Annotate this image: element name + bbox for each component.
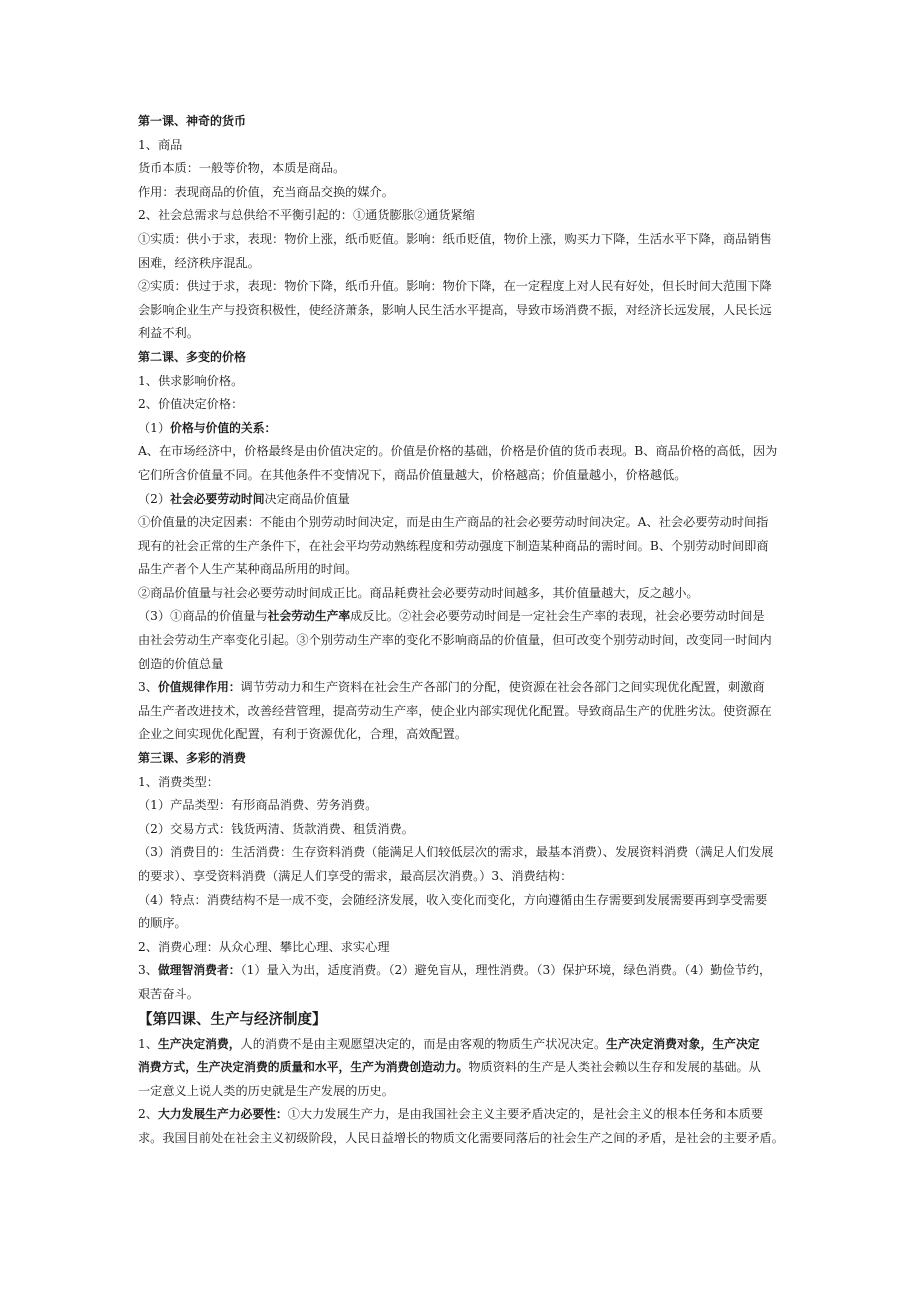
paragraph-line — [138, 1103, 786, 1127]
document-page — [138, 110, 786, 1151]
line-text: （1） — [138, 420, 171, 435]
paragraph-line — [138, 417, 786, 441]
paragraph-line: （2）交易方式：钱货两清、货款消费、租赁消费。 — [138, 821, 414, 836]
paragraph-line: 品生产者改进技术，改善经营管理，提高劳动生产率，使企业内部实现优化配置。导致商品生产的优胜劣汰。使资源在 — [138, 703, 772, 718]
paragraph-line: 1、供求影响价格。 — [138, 373, 244, 388]
section-heading: 第二课、多变的价格 — [138, 349, 247, 364]
bold-term: 做理智消费者： — [157, 963, 241, 978]
paragraph-line: 1、消费类型： — [138, 774, 219, 789]
paragraph-line: 创造的价值总量 — [138, 656, 224, 671]
paragraph-line: 1、商品 — [138, 137, 183, 152]
paragraph-line: 它们所含价值量不同。在其他条件不变情况下，商品价值量越大，价格越高；价值量越小，价格越低。 — [138, 467, 687, 482]
paragraph-line: 2、消费心理：从众心理、攀比心理、求实心理 — [138, 939, 390, 954]
paragraph-line: 的顺序。 — [138, 916, 187, 931]
paragraph-line: （3）消费目的：生活消费：生存资料消费（能满足人们较低层次的需求，最基本消费）、发展资料消费（满足人们发展 — [138, 845, 774, 860]
bold-term: 生产决定消费， — [157, 1036, 241, 1051]
paragraph-line: ②商品价值量与社会必要劳动时间成正比。商品耗费社会必要劳动时间越多，其价值量越大，反之越小。 — [138, 585, 699, 600]
line-text: （3）①商品的价值量与 — [138, 609, 268, 624]
paragraph-line: 作用：表现商品的价值，充当商品交换的媒介。 — [138, 184, 394, 199]
paragraph-line — [138, 959, 786, 983]
line-text: 物质资料的生产是人类社会赖以生存和发展的基础。从 — [468, 1060, 761, 1075]
line-text: 调节劳动力和生产资料在社会生产各部门的分配，使资源在社会各部门之间实现优化配置，刺激商 — [240, 680, 765, 695]
paragraph-line — [138, 676, 786, 700]
line-text: 人的消费不是由主观愿望决定的，而是由客观的物质生产状况决定。 — [240, 1036, 607, 1051]
line-text: （1）量入为出，适度消费。（2）避免盲从，理性消费。（3）保护环境，绿色消费。（4）勤俭节约， — [240, 963, 772, 978]
paragraph-line: ①实质：供小于求，表现：物价上涨，纸币贬值。影响：纸币贬值，物价上涨，购买力下降，生活水平下降，商品销售 — [138, 231, 772, 246]
paragraph-line: 2、社会总需求与总供给不平衡引起的：①通货膨胀②通货紧缩 — [138, 208, 475, 223]
paragraph-line: 一定意义上说人类的历史就是生产发展的历史。 — [138, 1083, 394, 1098]
paragraph-line — [138, 605, 786, 629]
line-text: 决定商品价值量 — [264, 491, 350, 506]
line-text: ①大力发展生产力，是由我国社会主义主要矛盾决定的，是社会主义的根本任务和本质要 — [287, 1107, 764, 1122]
paragraph-line — [138, 1056, 786, 1080]
paragraph-line: 现有的社会正常的生产条件下，在社会平均劳动熟练程度和劳动强度下制造某种商品的需时间。B、个别劳动时间即商 — [138, 538, 769, 553]
paragraph-line: 企业之间实现优化配置，有利于资源优化，合理，高效配置。 — [138, 727, 468, 742]
line-text: 1、 — [138, 1036, 158, 1051]
paragraph-line: 品生产者个人生产某种商品所用的时间。 — [138, 562, 358, 577]
paragraph-line: （4）特点：消费结构不是一成不变，会随经济发展，收入变化而变化，方向遵循由生存需要到发展需要再到享受需要 — [138, 892, 768, 907]
paragraph-line: ①价值量的决定因素：不能由个别劳动时间决定，而是由生产商品的社会必要劳动时间决定。A、社会必要劳动时间指 — [138, 515, 769, 530]
bold-term: 社会必要劳动时间 — [170, 491, 265, 506]
section-heading: 第三课、多彩的消费 — [138, 751, 247, 766]
line-text: 成反比。②社会必要劳动时间是一定社会生产率的表现，社会必要劳动时间是 — [350, 609, 765, 624]
paragraph-line: 会影响企业生产与投资积极性，使经济萧条，影响人民生活水平提高，导致市场消费不振，对经济长远发展，人民长远 — [138, 302, 772, 317]
paragraph-line: 艰苦奋斗。 — [138, 986, 199, 1001]
paragraph-line: 困难，经济秩序混乱。 — [138, 255, 260, 270]
bold-term: 价值规律作用： — [157, 680, 241, 695]
line-text: 3、 — [138, 680, 158, 695]
paragraph-line — [138, 1033, 786, 1057]
paragraph-line: ②实质：供过于求，表现：物价下降，纸币升值。影响：物价下降，在一定程度上对人民有好处，但长时间大范围下降 — [138, 279, 772, 294]
paragraph-line: 利益不利。 — [138, 326, 199, 341]
bold-term: 价格与价值的关系： — [170, 420, 277, 435]
paragraph-line: 的要求）、享受资料消费（满足人们享受的需求，最高层次消费。）3、消费结构： — [138, 869, 573, 883]
paragraph-line: 由社会劳动生产率变化引起。③个别劳动生产率的变化不影响商品的价值量，但可改变个别劳动时间，改变同一时间内 — [138, 633, 772, 648]
paragraph-line: A、在市场经济中，价格最终是由价值决定的。价值是价格的基础，价格是价值的货币表现。B、商品价格的高低，因为 — [138, 444, 778, 459]
section-heading-large: 【第四课、生产与经济制度】 — [138, 1011, 327, 1028]
paragraph-line: 货币本质：一般等价物，本质是商品。 — [138, 161, 346, 176]
bold-term: 社会劳动生产率 — [267, 609, 351, 624]
section-heading: 第一课、神奇的货币 — [138, 114, 247, 128]
bold-term: 消费方式，生产决定消费的质量和水平，生产为消费创造动力。 — [138, 1060, 469, 1075]
paragraph-line — [138, 488, 786, 512]
line-text: 2、 — [138, 1107, 158, 1122]
bold-term: 大力发展生产力必要性： — [157, 1107, 288, 1122]
paragraph-line: 2、价值决定价格： — [138, 397, 244, 412]
paragraph-line: （1）产品类型：有形商品消费、劳务消费。 — [138, 798, 378, 813]
bold-term: 生产决定消费对象，生产决定 — [606, 1036, 760, 1051]
line-text: 3、 — [138, 963, 158, 978]
paragraph-line: 求。我国目前处在社会主义初级阶段，人民日益增长的物质文化需要同落后的社会生产之间的矛盾，是社会的主要矛盾。 — [138, 1130, 784, 1145]
line-text: （2） — [138, 491, 171, 506]
